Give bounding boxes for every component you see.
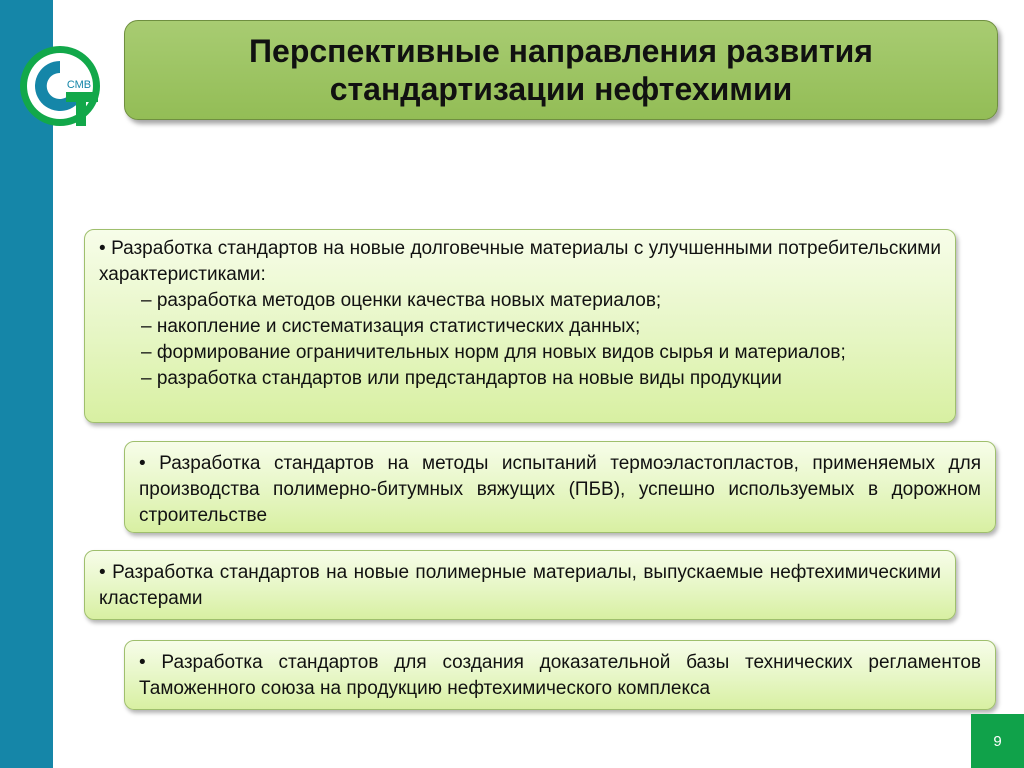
card-3-lead: • Разработка стандартов на новые полимерные материалы, выпускаемые нефтехимическими кластерами [99, 562, 941, 609]
direction-card-2 [124, 441, 996, 533]
company-logo [18, 44, 102, 128]
direction-card-4 [124, 640, 996, 710]
card-1-lead: • Разработка стандартов на новые долговечные материалы с улучшенными потребительскими характеристиками: [99, 238, 941, 285]
page-number: 9 [971, 714, 1024, 768]
card-2-lead: • Разработка стандартов на методы испытаний термоэластопластов, применяемых для производства полимерно-битумных вяжущих (ПБВ), успешно используемых в дорожном строительстве [139, 453, 981, 526]
card-4-lead: • Разработка стандартов для создания доказательной базы технических регламентов Таможенного союза на продукцию нефтехимического комплекса [139, 652, 981, 699]
card-1-item-4: – разработка стандартов или предстандартов на новые виды продукции [141, 368, 782, 389]
direction-card-1 [84, 229, 956, 423]
card-1-item-3: – формирование ограничительных норм для новых видов сырья и материалов; [141, 342, 846, 363]
card-1-item-2: – накопление и систематизация статистических данных; [141, 316, 641, 337]
slide-title [124, 20, 998, 120]
direction-card-3 [84, 550, 956, 620]
title-line-2: стандартизации нефтехимии [329, 71, 793, 107]
card-1-item-1: – разработка методов оценки качества новых материалов; [141, 290, 662, 311]
title-line-1: Перспективные направления развития [249, 33, 873, 69]
logo-text: СМВ [66, 79, 92, 91]
